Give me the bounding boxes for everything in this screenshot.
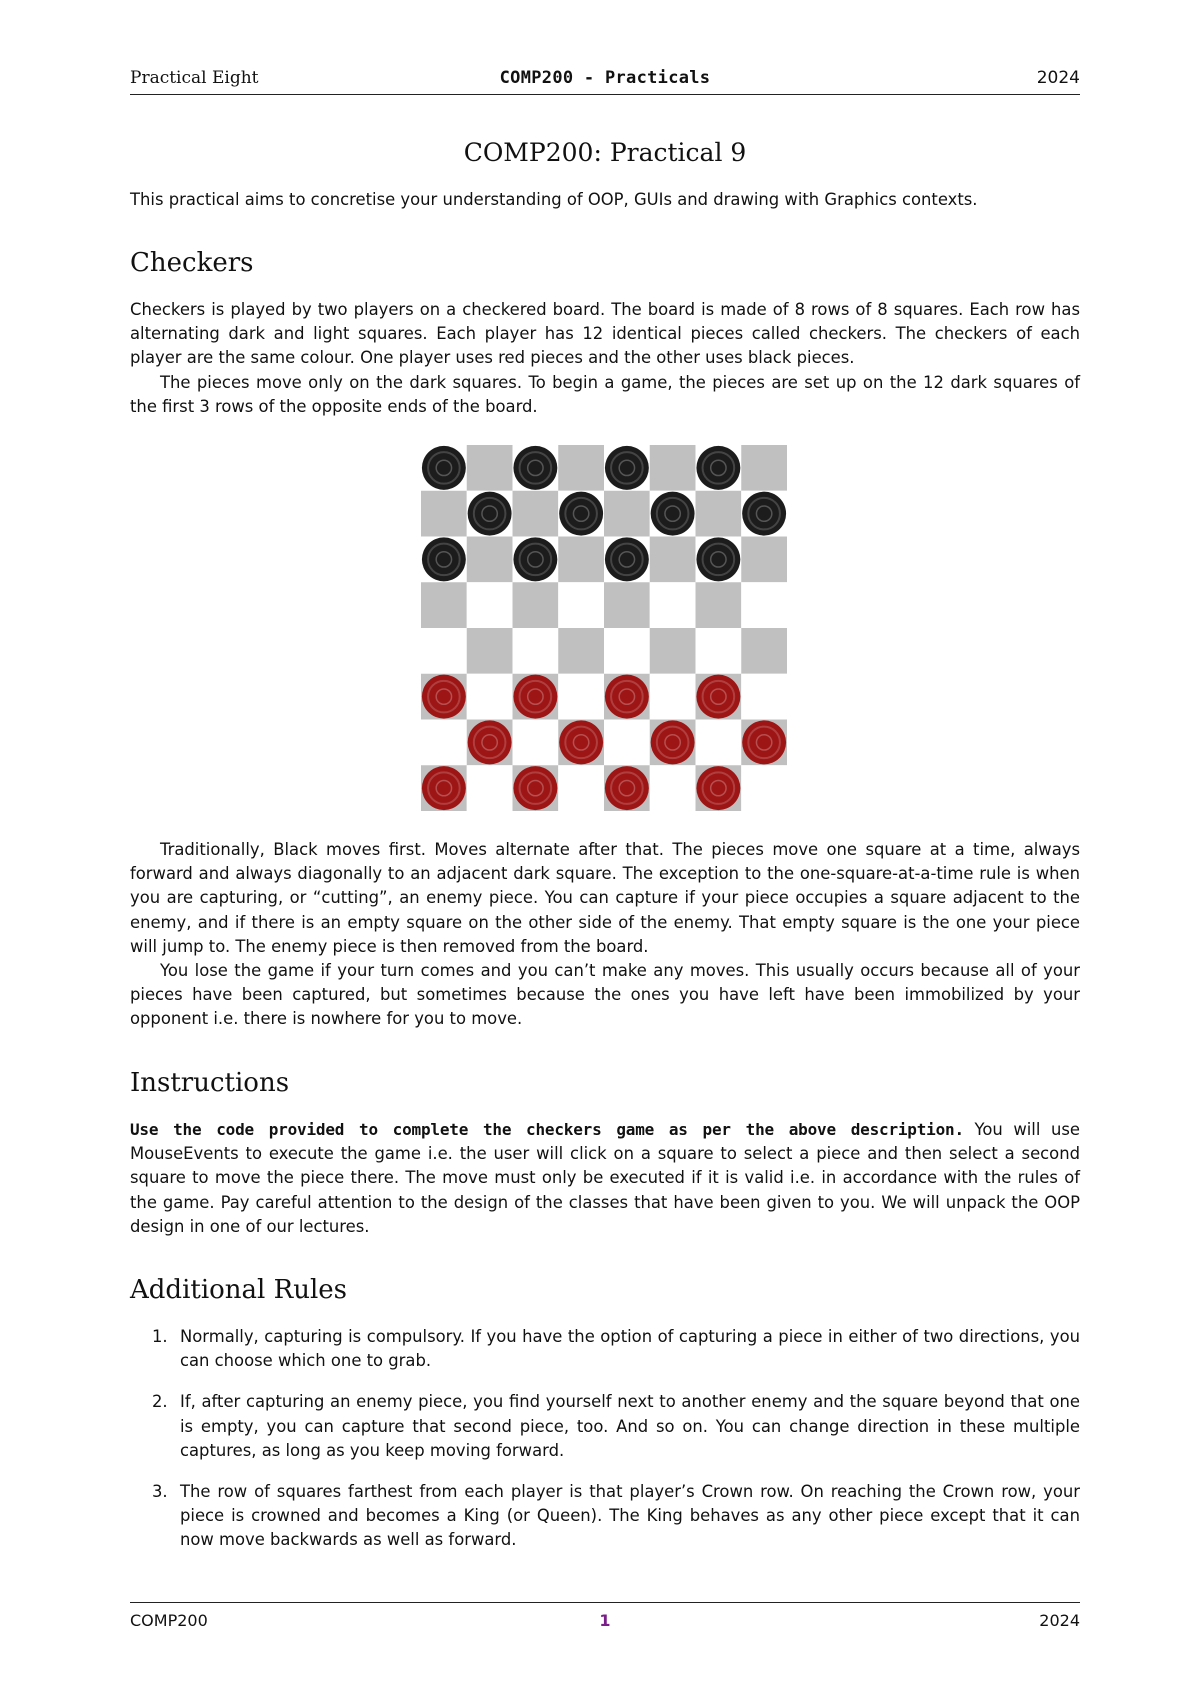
dark-square	[558, 628, 604, 674]
list-item-number: 2.	[152, 1392, 168, 1412]
black-checker-piece	[605, 537, 649, 581]
checkers-paragraph-4: You lose the game if your turn comes and you can’t make any moves. This usually occurs because all of your pieces have been captured, but sometimes because the ones you have left have been immobilized by your opponent i.e. there is nowhere for you to move.	[130, 961, 1080, 1029]
black-checker-piece	[513, 537, 557, 581]
red-checker-piece	[513, 675, 557, 719]
light-square	[604, 720, 650, 766]
instructions-heading: Instructions	[130, 1068, 290, 1098]
dark-square	[650, 628, 696, 674]
dark-square	[513, 582, 559, 628]
red-checker-piece	[422, 766, 466, 810]
dark-square	[558, 537, 604, 583]
dark-square	[741, 445, 787, 491]
black-checker-piece	[559, 492, 603, 536]
black-checker-piece	[422, 446, 466, 490]
red-checker-piece	[696, 766, 740, 810]
red-checker-piece	[651, 720, 695, 764]
dark-square	[604, 491, 650, 537]
dark-square	[467, 628, 513, 674]
light-square	[558, 674, 604, 720]
light-square	[696, 720, 742, 766]
footer-left: COMP200	[130, 1611, 208, 1630]
instructions-paragraph	[130, 1118, 1080, 1239]
dark-square	[741, 628, 787, 674]
light-square	[741, 582, 787, 628]
list-item-text: The row of squares farthest from each player is that player’s Crown row. On reaching the Crown row, your piece is crowned and becomes a King (or Queen). The King behaves as any other piece except that it can now move backwards as well as forward.	[180, 1482, 1080, 1550]
dark-square	[696, 582, 742, 628]
dark-square	[650, 537, 696, 583]
red-checker-piece	[468, 720, 512, 764]
checkers-rules	[130, 838, 1080, 1032]
black-checker-piece	[742, 492, 786, 536]
red-checker-piece	[513, 766, 557, 810]
dark-square	[558, 445, 604, 491]
red-checker-piece	[605, 675, 649, 719]
checkers-board-figure	[421, 445, 787, 811]
red-checker-piece	[422, 675, 466, 719]
header-center: COMP200 - Practicals	[499, 68, 711, 88]
list-item-number: 3.	[152, 1482, 168, 1502]
light-square	[558, 582, 604, 628]
checkers-paragraph-3: Traditionally, Black moves first. Moves alternate after that. The pieces move one square at a time, always forward and always diagonally to an adjacent dark square. The exception to the one-square-at-a-time rule is when you are capturing, or “cutting”, an enemy piece. You can capture if your piece occupies a square adjacent to the enemy, and if there is an empty square on the other side of the enemy. That empty square is the one your piece will jump to. The enemy piece is then removed from the board.	[130, 840, 1080, 956]
light-square	[421, 720, 467, 766]
list-item	[130, 1480, 1080, 1553]
header-left: Practical Eight	[130, 68, 259, 88]
checkers-paragraph-2: The pieces move only on the dark squares. To begin a game, the pieces are set up on the 12 dark squares of the first 3 rows of the opposite ends of the board.	[130, 372, 1080, 416]
additional-rules-list	[130, 1325, 1080, 1570]
red-checker-piece	[696, 675, 740, 719]
instructions-bold-lead: Use the code provided to complete the checkers game as per the above description.	[130, 1120, 964, 1139]
light-square	[650, 582, 696, 628]
list-item	[130, 1325, 1080, 1373]
light-square	[741, 674, 787, 720]
intro-paragraph	[130, 188, 1080, 212]
black-checker-piece	[422, 537, 466, 581]
list-item-text: Normally, capturing is compulsory. If you have the option of capturing a piece in either of two directions, you can choose which one to grab.	[180, 1327, 1080, 1371]
checkers-paragraph-1: Checkers is played by two players on a checkered board. The board is made of 8 rows of 8 squares. Each row has alternating dark and light squares. Each player has 12 identical pieces called checkers. The checkers of each player are the same colour. One player uses red pieces and the other uses black pieces.	[130, 300, 1080, 368]
light-square	[741, 765, 787, 811]
dark-square	[513, 491, 559, 537]
black-checker-piece	[605, 446, 649, 490]
list-item	[130, 1390, 1080, 1463]
light-square	[513, 628, 559, 674]
black-checker-piece	[468, 492, 512, 536]
light-square	[650, 765, 696, 811]
dark-square	[696, 491, 742, 537]
page-number: 1	[599, 1611, 611, 1630]
dark-square	[604, 582, 650, 628]
list-item-text: If, after capturing an enemy piece, you find yourself next to another enemy and the square beyond that one is empty, you can capture that second piece, too. And so on. You can change direction in these multiple captures, as long as you keep moving forward.	[180, 1392, 1080, 1460]
dark-square	[741, 537, 787, 583]
footer-right: 2024	[1039, 1611, 1080, 1630]
dark-square	[467, 537, 513, 583]
light-square	[650, 674, 696, 720]
black-checker-piece	[696, 537, 740, 581]
header-right: 2024	[1036, 68, 1080, 88]
list-item-number: 1.	[152, 1327, 168, 1346]
light-square	[558, 765, 604, 811]
dark-square	[421, 491, 467, 537]
red-checker-piece	[742, 720, 786, 764]
dark-square	[467, 445, 513, 491]
running-footer	[130, 1602, 1080, 1633]
checkers-board	[421, 445, 787, 811]
black-checker-piece	[696, 446, 740, 490]
instructions-text: You will use MouseEvents to execute the game i.e. the user will click on a square to select a piece and then select a second square to move the piece there. The move must only be executed if it is valid i.e. in accordance with the rules of the game. Pay careful attention to the design of the classes that have been given to you. We will unpack the OOP design in one of our lectures.	[130, 1120, 1081, 1236]
light-square	[467, 582, 513, 628]
checkers-heading: Checkers	[130, 248, 254, 278]
running-header	[130, 68, 1080, 95]
additional-rules-heading: Additional Rules	[130, 1275, 347, 1305]
light-square	[513, 720, 559, 766]
page-title: COMP200: Practical 9	[463, 138, 747, 167]
light-square	[604, 628, 650, 674]
checkers-intro	[130, 298, 1080, 419]
dark-square	[421, 582, 467, 628]
intro-text: This practical aims to concretise your understanding of OOP, GUIs and drawing with Graphics contexts.	[130, 190, 978, 209]
light-square	[421, 628, 467, 674]
black-checker-piece	[513, 446, 557, 490]
red-checker-piece	[559, 720, 603, 764]
red-checker-piece	[605, 766, 649, 810]
dark-square	[650, 445, 696, 491]
light-square	[696, 628, 742, 674]
light-square	[467, 674, 513, 720]
black-checker-piece	[651, 492, 695, 536]
light-square	[467, 765, 513, 811]
